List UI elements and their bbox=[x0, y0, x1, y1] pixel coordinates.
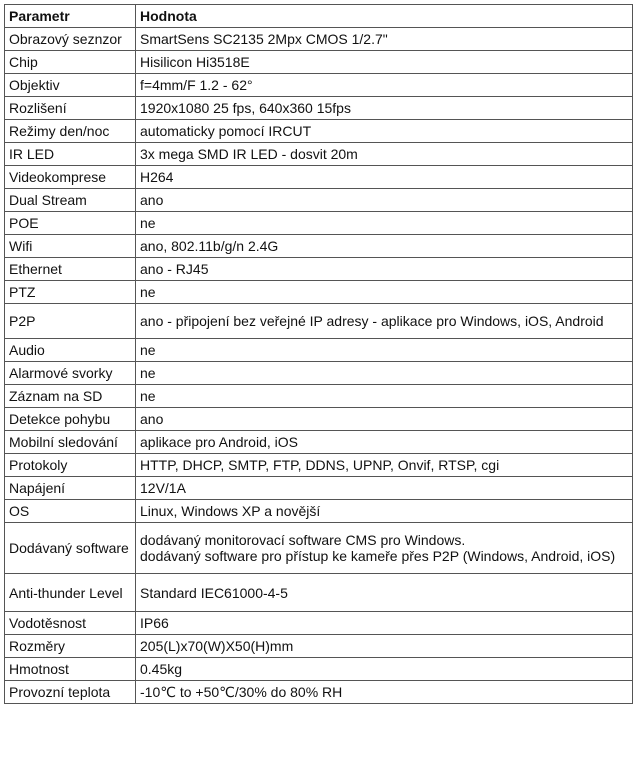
param-cell bbox=[5, 339, 136, 362]
table-row bbox=[5, 523, 633, 574]
param-cell bbox=[5, 120, 136, 143]
param-cell bbox=[5, 51, 136, 74]
table-row bbox=[5, 681, 633, 704]
value-cell bbox=[136, 523, 633, 574]
value-text: 1920x1080 25 fps, 640x360 15fps bbox=[140, 100, 351, 116]
value-text: SmartSens SC2135 2Mpx CMOS 1/2.7" bbox=[140, 31, 388, 47]
value-text: Hisilicon Hi3518E bbox=[140, 54, 250, 70]
table-row bbox=[5, 97, 633, 120]
value-text: ano bbox=[140, 411, 164, 427]
table-row bbox=[5, 74, 633, 97]
table-row bbox=[5, 574, 633, 612]
table-row bbox=[5, 28, 633, 51]
value-text: HTTP, DHCP, SMTP, FTP, DDNS, UPNP, Onvif, RTSP, cgi bbox=[140, 457, 500, 473]
value-cell bbox=[136, 212, 633, 235]
table-row bbox=[5, 281, 633, 304]
table-row bbox=[5, 635, 633, 658]
param-cell bbox=[5, 477, 136, 500]
value-text: ne bbox=[140, 215, 156, 231]
table-row bbox=[5, 51, 633, 74]
value-text: aplikace pro Android, iOS bbox=[140, 434, 298, 450]
table-row bbox=[5, 339, 633, 362]
table-row bbox=[5, 212, 633, 235]
value-text: 3x mega SMD IR LED - dosvit 20m bbox=[140, 146, 358, 162]
param-cell bbox=[5, 362, 136, 385]
value-text: IP66 bbox=[140, 615, 169, 631]
table-row bbox=[5, 235, 633, 258]
param-label: P2P bbox=[9, 313, 36, 329]
value-cell bbox=[136, 362, 633, 385]
value-cell bbox=[136, 408, 633, 431]
value-text: ano - připojení bez veřejné IP adresy - aplikace pro Windows, iOS, Android bbox=[140, 313, 604, 329]
param-label: Hmotnost bbox=[9, 661, 69, 677]
param-cell bbox=[5, 212, 136, 235]
param-cell bbox=[5, 281, 136, 304]
table-row bbox=[5, 362, 633, 385]
table-row bbox=[5, 431, 633, 454]
value-cell bbox=[136, 304, 633, 339]
value-text: ano - RJ45 bbox=[140, 261, 209, 277]
param-cell bbox=[5, 408, 136, 431]
value-text: 0.45kg bbox=[140, 661, 183, 677]
param-label: Detekce pohybu bbox=[9, 411, 111, 427]
value-text: automaticky pomocí IRCUT bbox=[140, 123, 312, 139]
param-cell bbox=[5, 658, 136, 681]
table-row bbox=[5, 166, 633, 189]
param-label: Rozměry bbox=[9, 638, 66, 654]
value-cell bbox=[136, 281, 633, 304]
table-row bbox=[5, 454, 633, 477]
param-label: Napájení bbox=[9, 480, 66, 496]
table-row bbox=[5, 189, 633, 212]
param-cell bbox=[5, 143, 136, 166]
param-label: Mobilní sledování bbox=[9, 434, 118, 450]
header-parametr: Parametr bbox=[5, 5, 136, 28]
value-text: ne bbox=[140, 342, 156, 358]
value-text: dodávaný monitorovací software CMS pro Windows. dodávaný software pro přístup ke kameře přes P2P (Windows, Android, iOS) bbox=[140, 532, 616, 564]
param-label: Wifi bbox=[9, 238, 33, 254]
param-cell bbox=[5, 500, 136, 523]
value-cell bbox=[136, 120, 633, 143]
param-label: Vodotěsnost bbox=[9, 615, 87, 631]
param-label: Chip bbox=[9, 54, 38, 70]
table-row bbox=[5, 385, 633, 408]
table-row bbox=[5, 658, 633, 681]
value-cell bbox=[136, 612, 633, 635]
param-label: IR LED bbox=[9, 146, 55, 162]
param-label: Dual Stream bbox=[9, 192, 87, 208]
param-label: Anti-thunder Level bbox=[9, 584, 123, 601]
value-cell bbox=[136, 189, 633, 212]
param-label: PTZ bbox=[9, 284, 36, 300]
value-text: ano, 802.11b/g/n 2.4G bbox=[140, 238, 279, 254]
param-label: Provozní teplota bbox=[9, 684, 111, 700]
value-text: Standard IEC61000-4-5 bbox=[140, 584, 288, 601]
value-cell bbox=[136, 97, 633, 120]
value-cell bbox=[136, 385, 633, 408]
spec-table bbox=[4, 4, 633, 704]
param-label: Protokoly bbox=[9, 457, 68, 473]
param-cell bbox=[5, 97, 136, 120]
table-row bbox=[5, 477, 633, 500]
table-row bbox=[5, 143, 633, 166]
value-cell bbox=[136, 681, 633, 704]
param-label: Záznam na SD bbox=[9, 388, 103, 404]
param-label: Alarmové svorky bbox=[9, 365, 113, 381]
param-cell bbox=[5, 454, 136, 477]
param-label: POE bbox=[9, 215, 39, 231]
value-text: H264 bbox=[140, 169, 174, 185]
value-text: 12V/1A bbox=[140, 480, 186, 496]
value-cell bbox=[136, 477, 633, 500]
param-cell bbox=[5, 166, 136, 189]
param-cell bbox=[5, 635, 136, 658]
value-text: ano bbox=[140, 192, 164, 208]
param-cell bbox=[5, 304, 136, 339]
param-label: Režimy den/noc bbox=[9, 123, 110, 139]
param-label: Ethernet bbox=[9, 261, 62, 277]
value-cell bbox=[136, 74, 633, 97]
header-hodnota: Hodnota bbox=[136, 5, 633, 28]
value-cell bbox=[136, 500, 633, 523]
param-label: Objektiv bbox=[9, 77, 60, 93]
table-row bbox=[5, 500, 633, 523]
value-text: ne bbox=[140, 284, 156, 300]
param-cell bbox=[5, 189, 136, 212]
value-cell bbox=[136, 454, 633, 477]
table-row bbox=[5, 612, 633, 635]
param-label: Obrazový seznzor bbox=[9, 31, 122, 47]
value-cell bbox=[136, 143, 633, 166]
param-label: Rozlišení bbox=[9, 100, 67, 116]
param-label: OS bbox=[9, 503, 30, 519]
value-cell bbox=[136, 166, 633, 189]
param-cell bbox=[5, 28, 136, 51]
param-cell bbox=[5, 612, 136, 635]
value-cell bbox=[136, 235, 633, 258]
table-row bbox=[5, 120, 633, 143]
param-cell bbox=[5, 574, 136, 612]
table-row bbox=[5, 408, 633, 431]
value-text: ne bbox=[140, 388, 156, 404]
value-text: Linux, Windows XP a novější bbox=[140, 503, 321, 519]
param-cell bbox=[5, 385, 136, 408]
value-cell bbox=[136, 339, 633, 362]
value-cell bbox=[136, 51, 633, 74]
value-cell bbox=[136, 635, 633, 658]
header-row bbox=[5, 5, 633, 28]
param-cell bbox=[5, 74, 136, 97]
value-text: 205(L)x70(W)X50(H)mm bbox=[140, 638, 294, 654]
param-cell bbox=[5, 235, 136, 258]
param-label: Audio bbox=[9, 342, 45, 358]
value-cell bbox=[136, 258, 633, 281]
value-cell bbox=[136, 431, 633, 454]
value-text: f=4mm/F 1.2 - 62° bbox=[140, 77, 253, 93]
spec-body bbox=[5, 28, 633, 704]
param-cell bbox=[5, 681, 136, 704]
value-cell bbox=[136, 574, 633, 612]
table-row bbox=[5, 258, 633, 281]
value-cell bbox=[136, 28, 633, 51]
value-text: -10℃ to +50℃/30% do 80% RH bbox=[140, 684, 343, 700]
table-row bbox=[5, 304, 633, 339]
param-cell bbox=[5, 523, 136, 574]
param-label: Videokomprese bbox=[9, 169, 107, 185]
param-cell bbox=[5, 431, 136, 454]
param-label: Dodávaný software bbox=[9, 540, 129, 556]
param-cell bbox=[5, 258, 136, 281]
value-text: ne bbox=[140, 365, 156, 381]
value-cell bbox=[136, 658, 633, 681]
